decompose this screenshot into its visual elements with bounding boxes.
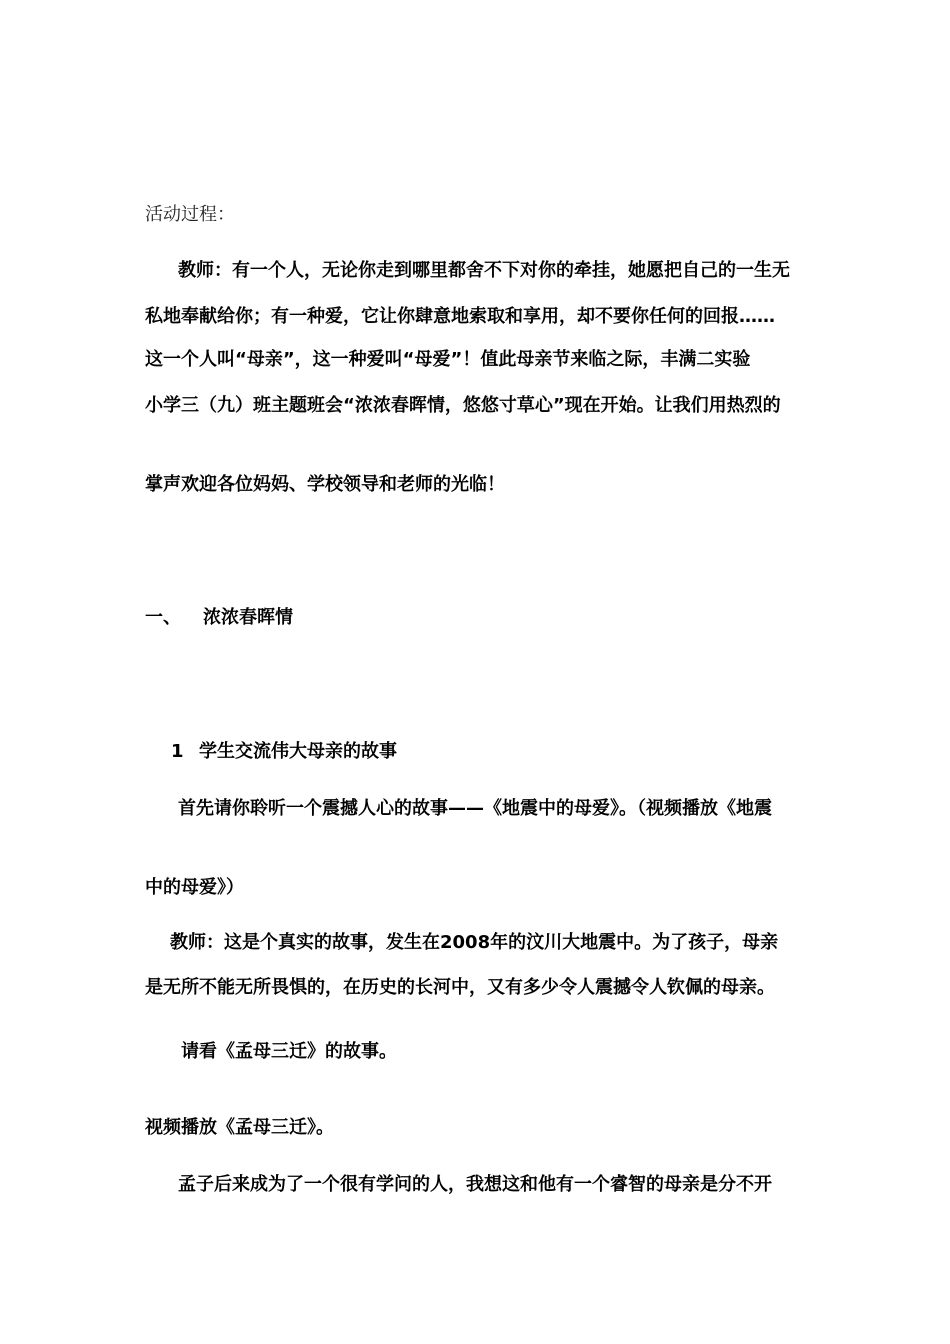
body-line-2: 中的母爱》） — [145, 877, 244, 898]
subsection-title: 学生交流伟大母亲的故事 — [199, 741, 397, 762]
subsection-heading — [171, 740, 397, 764]
body-line-6: 视频播放《孟母三迁》。 — [145, 1117, 334, 1138]
section-number: 一、 — [145, 607, 181, 628]
activity-heading: 活动过程： — [145, 204, 235, 225]
intro-line-4: 小学三（九）班主题班会“浓浓春晖情，悠悠寸草心”现在开始。让我们用热烈的 — [145, 395, 781, 416]
body-line-7: 孟子后来成为了一个很有学问的人，我想这和他有一个睿智的母亲是分不开 — [178, 1174, 772, 1195]
intro-line-3: 这一个人叫“母亲”，这一种爱叫“母爱”！值此母亲节来临之际，丰满二实验 — [145, 349, 751, 370]
body-line-4: 是无所不能无所畏惧的，在历史的长河中，又有多少令人震撼令人钦佩的母亲。 — [145, 977, 775, 998]
body-line-3: 教师：这是个真实的故事，发生在2008年的汶川大地震中。为了孩子，母亲 — [170, 932, 779, 953]
intro-line-2: 私地奉献给你；有一种爱，它让你肆意地索取和享用，却不要你任何的回报…… — [145, 306, 775, 327]
intro-line-5: 掌声欢迎各位妈妈、学校领导和老师的光临！ — [145, 474, 505, 495]
section-title: 浓浓春晖情 — [203, 607, 293, 628]
body-line-1: 首先请你聆听一个震撼人心的故事——《地震中的母爱》。（视频播放《地震 — [178, 798, 772, 819]
section-heading — [145, 606, 293, 630]
body-line-5: 请看《孟母三迁》的故事。 — [181, 1041, 397, 1062]
subsection-number: 1 — [171, 741, 184, 762]
intro-line-1: 教师：有一个人，无论你走到哪里都舍不下对你的牵挂，她愿把自己的一生无 — [178, 260, 790, 281]
